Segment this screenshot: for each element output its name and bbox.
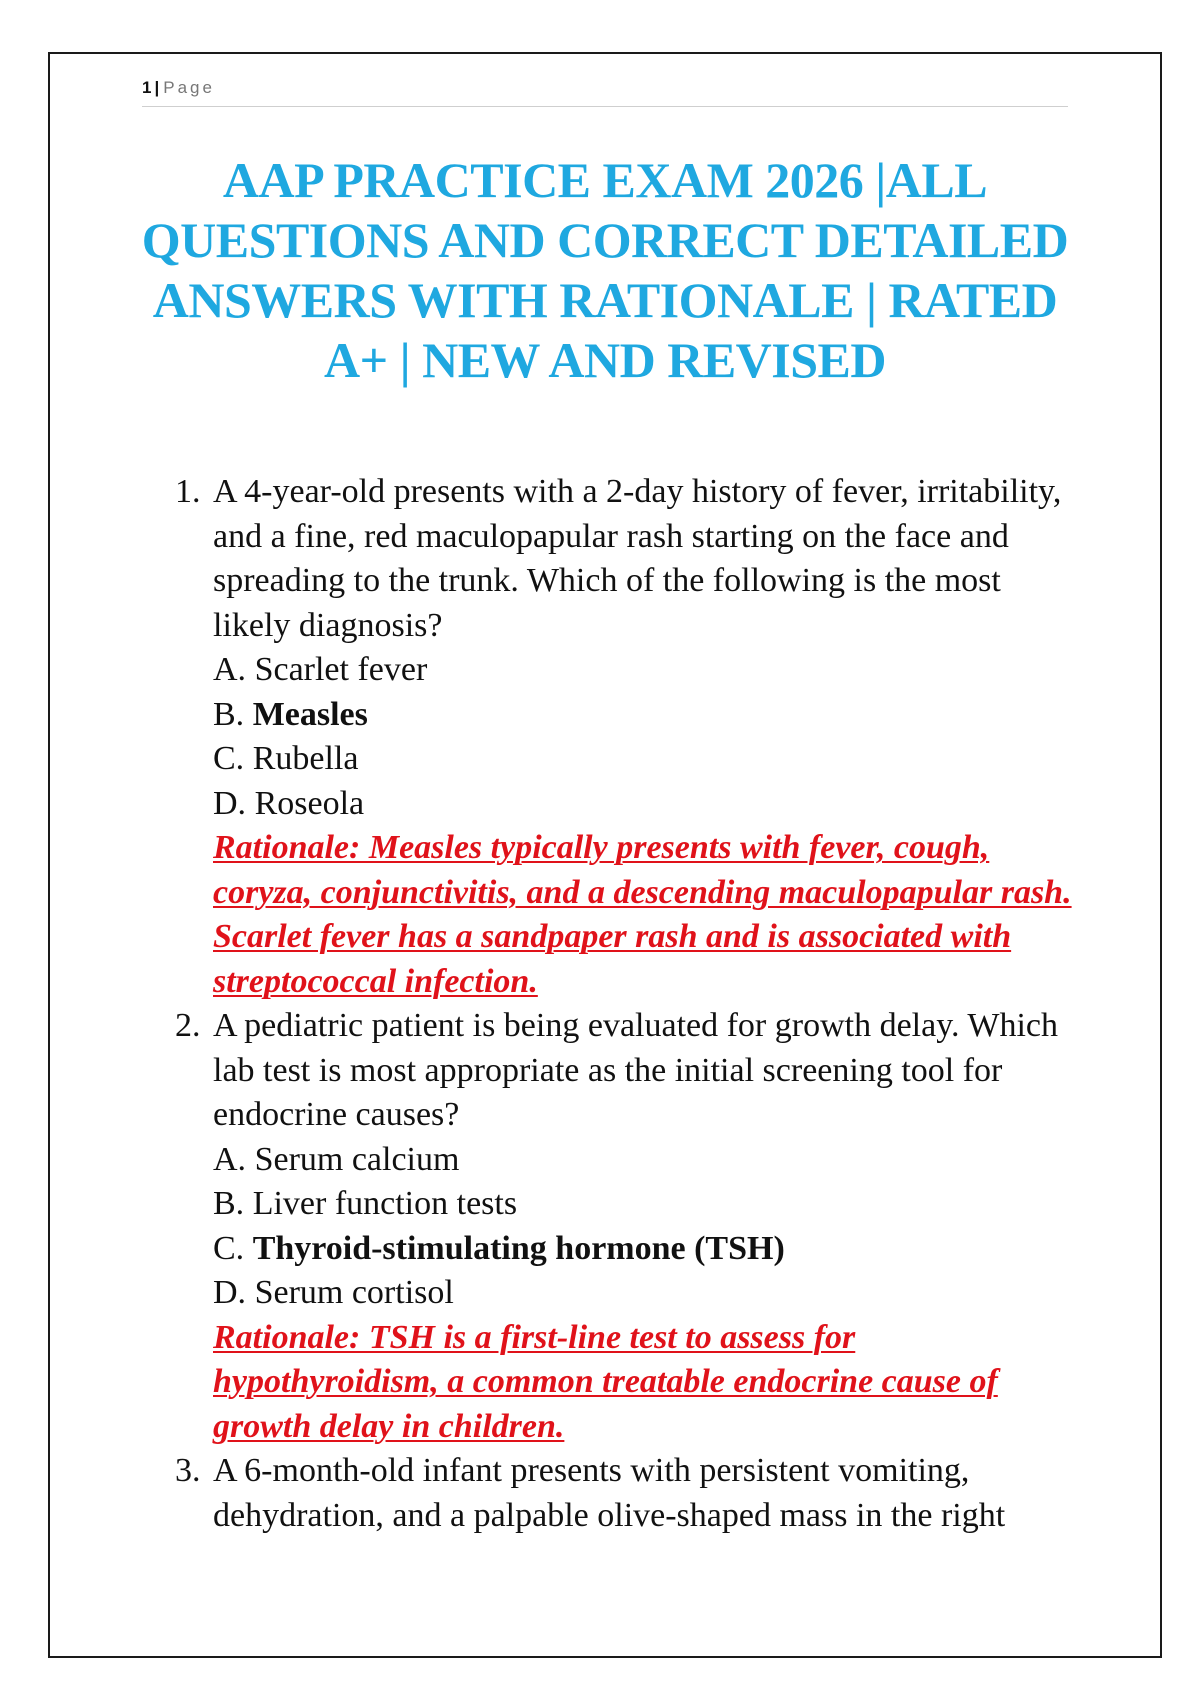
rationale: Rationale: TSH is a first-line test to assess for hypothyroidism, a common treatable endocrine cause of growth delay in children. [213, 1318, 998, 1445]
question-number: 3. [175, 1452, 201, 1489]
option-b: B. Measles [213, 695, 368, 733]
page-number: 1 [142, 78, 152, 97]
page-separator: | [154, 78, 160, 97]
question-1 [175, 470, 1075, 1004]
rationale: Rationale: Measles typically presents with fever, cough, coryza, conjunctivitis, and a descending maculopapular rash. Scarlet fever has a sandpaper rash and is associated with streptococcal infection. [213, 829, 1072, 1000]
question-2 [175, 1004, 1075, 1449]
correct-answer: Measles [252, 695, 368, 733]
question-3 [175, 1449, 1075, 1538]
option-d: D. Roseola [213, 784, 365, 822]
option-b: B. Liver function tests [213, 1185, 518, 1222]
option-c: C. Thyroid-stimulating hormone (TSH) [213, 1229, 785, 1267]
question-stem: A 6-month-old infant presents with persistent vomiting, dehydration, and a palpable olive-shaped mass in the right [213, 1452, 1006, 1534]
option-a: A. Scarlet fever [213, 651, 428, 688]
document-title: AAP PRACTICE EXAM 2026 |ALL QUESTIONS AND CORRECT DETAILED ANSWERS WITH RATIONALE | RATED A+ | NEW AND REVISED [141, 152, 1069, 388]
question-stem: A 4-year-old presents with a 2-day history of fever, irritability, and a fine, red maculopapular rash starting on the face and spreading to the trunk. Which of the following is the most likely diagnosis? [213, 473, 1062, 644]
option-d: D. Serum cortisol [213, 1274, 454, 1311]
page-label: Page [163, 78, 215, 97]
option-c: C. Rubella [213, 740, 359, 777]
page-header [142, 78, 1068, 107]
question-number: 2. [175, 1007, 201, 1044]
question-list [175, 470, 1075, 1538]
correct-answer: Thyroid-stimulating hormone (TSH) [252, 1229, 785, 1267]
option-a: A. Serum calcium [213, 1140, 460, 1178]
question-number: 1. [175, 473, 201, 510]
question-stem: A pediatric patient is being evaluated for growth delay. Which lab test is most appropriate as the initial screening tool for endocrine causes? [213, 1007, 1059, 1133]
